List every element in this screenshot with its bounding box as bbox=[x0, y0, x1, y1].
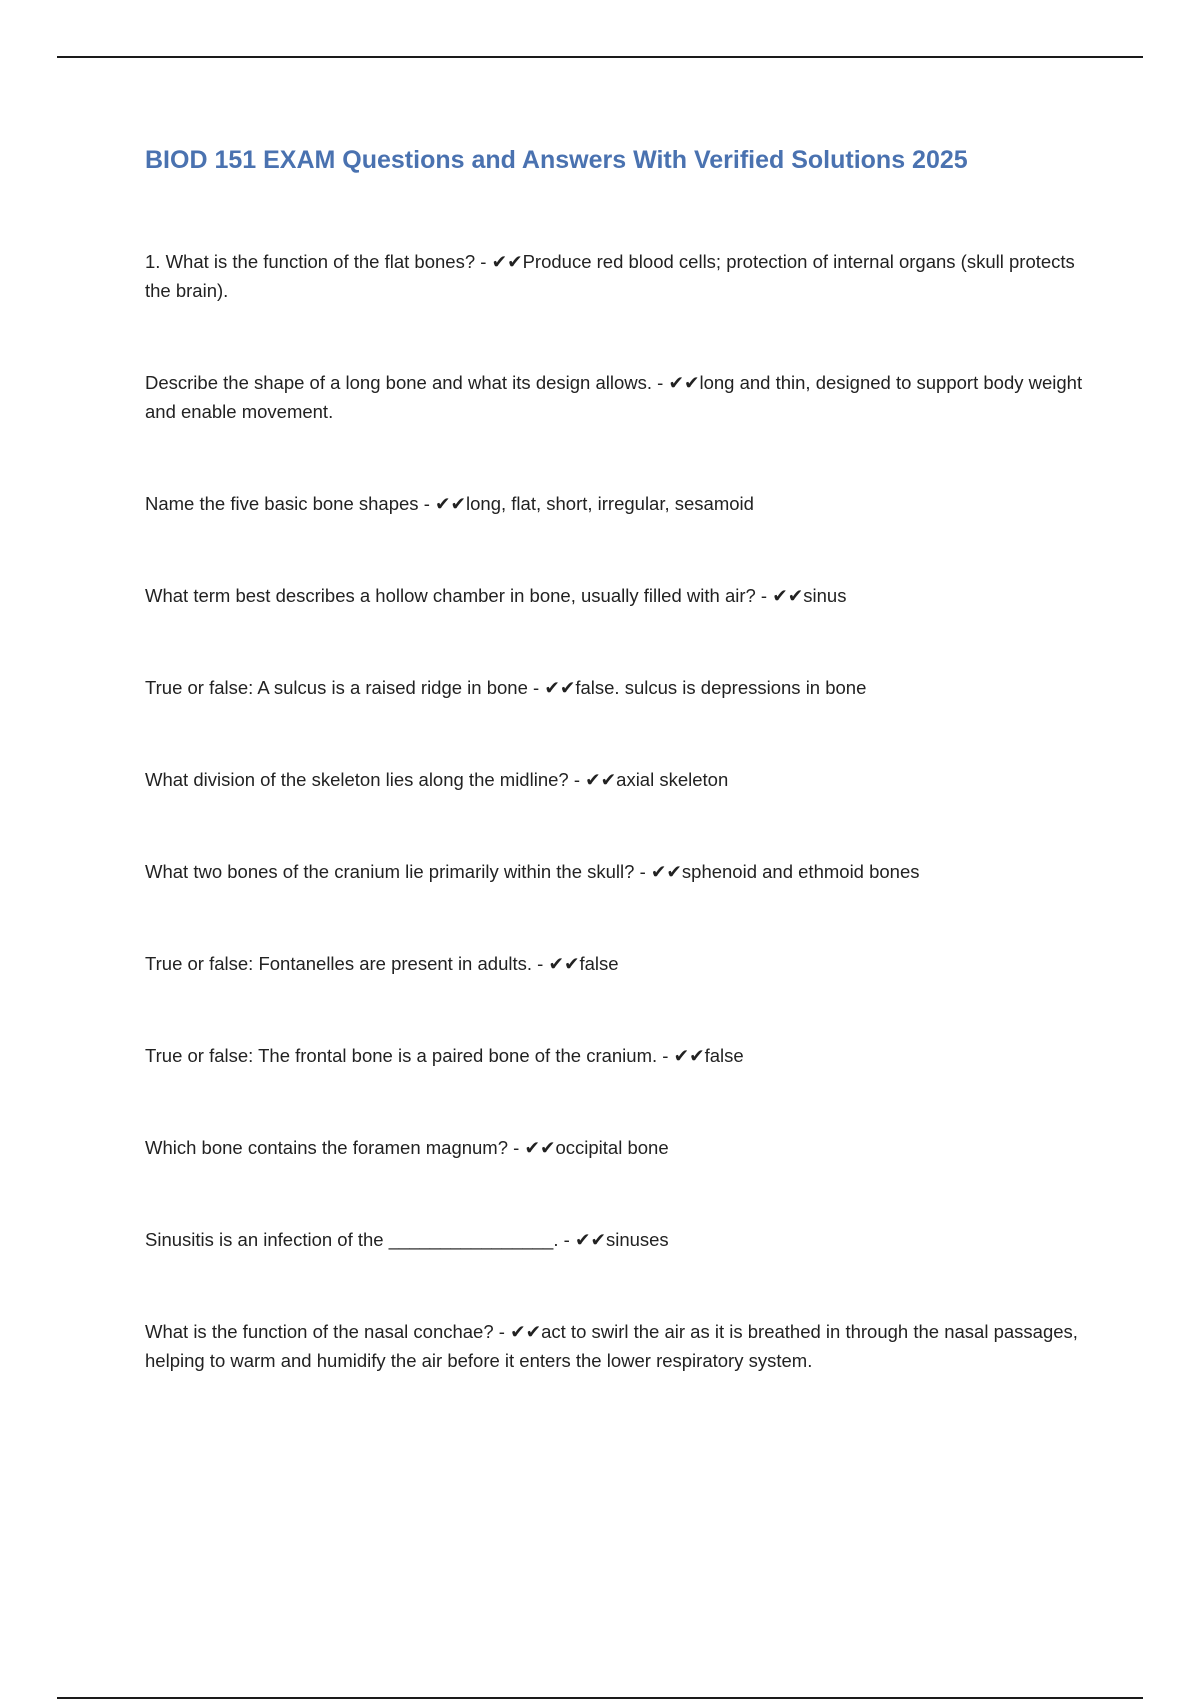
double-check-icon: ✔✔ bbox=[548, 953, 580, 974]
top-divider bbox=[57, 56, 1143, 58]
double-check-icon: ✔✔ bbox=[772, 585, 804, 606]
question-text: 1. What is the function of the flat bones? bbox=[145, 251, 476, 272]
qa-item bbox=[145, 673, 1105, 702]
double-check-icon: ✔✔ bbox=[673, 1045, 705, 1066]
qa-item bbox=[145, 1225, 1105, 1254]
double-check-icon: ✔✔ bbox=[510, 1321, 542, 1342]
answer-text: sinuses bbox=[605, 1229, 669, 1250]
separator: - bbox=[634, 861, 651, 882]
qa-item bbox=[145, 368, 1105, 426]
qa-item bbox=[145, 857, 1105, 886]
question-text: Which bone contains the foramen magnum? bbox=[145, 1137, 509, 1158]
qa-list bbox=[145, 247, 1105, 1375]
separator: - bbox=[532, 953, 549, 974]
bottom-divider bbox=[57, 1697, 1143, 1699]
qa-item bbox=[145, 1041, 1105, 1070]
question-text: True or false: Fontanelles are present in adults. bbox=[145, 953, 532, 974]
answer-text: occipital bone bbox=[555, 1137, 669, 1158]
double-check-icon: ✔✔ bbox=[574, 1229, 606, 1250]
separator: - bbox=[755, 585, 773, 606]
question-text: True or false: A sulcus is a raised ridge in bone bbox=[145, 677, 528, 698]
double-check-icon: ✔✔ bbox=[435, 493, 467, 514]
separator: - bbox=[475, 251, 492, 272]
separator: - bbox=[418, 493, 436, 514]
answer-text: act to swirl the air as it is breathed in through the nasal passages, helping to warm and humidify the air before it enters the lower respiratory system. bbox=[145, 1321, 1078, 1371]
double-check-icon: ✔✔ bbox=[524, 1137, 556, 1158]
answer-text: axial skeleton bbox=[616, 769, 729, 790]
separator: - bbox=[652, 372, 669, 393]
separator: - bbox=[493, 1321, 511, 1342]
question-text: True or false: The frontal bone is a paired bone of the cranium. bbox=[145, 1045, 658, 1066]
question-text: What term best describes a hollow chamber in bone, usually filled with air? bbox=[145, 585, 756, 606]
separator: - bbox=[508, 1137, 525, 1158]
document-title: BIOD 151 EXAM Questions and Answers With Verified Solutions 2025 bbox=[145, 146, 968, 174]
answer-text: false bbox=[704, 1045, 744, 1066]
double-check-icon: ✔✔ bbox=[544, 677, 576, 698]
answer-text: long and thin, designed to support body weight and enable movement. bbox=[145, 372, 1083, 422]
qa-item bbox=[145, 489, 1105, 518]
qa-item bbox=[145, 247, 1105, 305]
double-check-icon: ✔✔ bbox=[668, 372, 700, 393]
double-check-icon: ✔✔ bbox=[585, 769, 617, 790]
question-text: What division of the skeleton lies along the midline? bbox=[145, 769, 569, 790]
separator: - bbox=[527, 677, 545, 698]
qa-item bbox=[145, 581, 1105, 610]
question-text: Sinusitis is an infection of the ________________. bbox=[145, 1229, 559, 1250]
question-text: What is the function of the nasal conchae? bbox=[145, 1321, 494, 1342]
answer-text: false. sulcus is depressions in bone bbox=[575, 677, 867, 698]
double-check-icon: ✔✔ bbox=[491, 251, 523, 272]
double-check-icon: ✔✔ bbox=[650, 861, 682, 882]
qa-item bbox=[145, 765, 1105, 794]
qa-item bbox=[145, 1133, 1105, 1162]
question-text: Name the five basic bone shapes bbox=[145, 493, 419, 514]
question-text: Describe the shape of a long bone and what its design allows. bbox=[145, 372, 653, 393]
answer-text: sinus bbox=[803, 585, 847, 606]
separator: - bbox=[558, 1229, 575, 1250]
answer-text: long, flat, short, irregular, sesamoid bbox=[466, 493, 754, 514]
qa-item bbox=[145, 949, 1105, 978]
answer-text: sphenoid and ethmoid bones bbox=[681, 861, 920, 882]
answer-text: false bbox=[579, 953, 619, 974]
qa-item bbox=[145, 1317, 1105, 1375]
separator: - bbox=[657, 1045, 674, 1066]
answer-text: Produce red blood cells; protection of internal organs (skull protects the brain). bbox=[145, 251, 1075, 301]
question-text: What two bones of the cranium lie primarily within the skull? bbox=[145, 861, 635, 882]
separator: - bbox=[568, 769, 586, 790]
